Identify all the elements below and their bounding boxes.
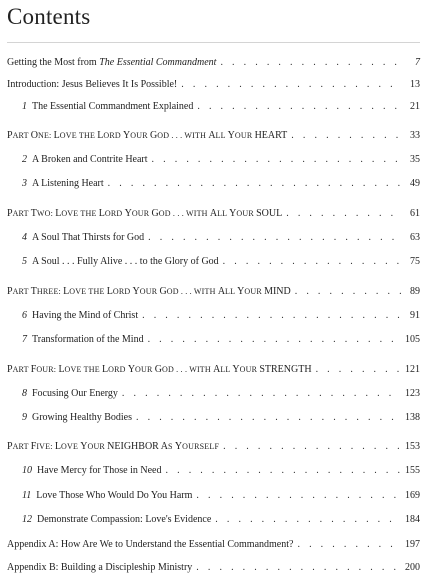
leader-dots <box>142 310 402 321</box>
toc-part-four[interactable] <box>7 364 420 380</box>
page-number: 89 <box>410 286 420 297</box>
chapter-number: 5 <box>22 256 27 267</box>
page-number: 123 <box>405 388 420 399</box>
page-number: 63 <box>410 232 420 243</box>
chapter-number: 6 <box>22 310 27 321</box>
entry-title: Demonstrate Compassion: Love's Evidence <box>37 514 212 525</box>
chapter-number: 4 <box>22 232 27 243</box>
leader-dots <box>122 388 401 399</box>
toc-entry-chapter-11[interactable] <box>22 490 420 506</box>
page-number: 121 <box>405 364 420 375</box>
leader-dots <box>152 154 402 165</box>
toc-entry-chapter-9[interactable] <box>22 412 420 428</box>
leader-dots <box>295 286 402 297</box>
page-number: 155 <box>405 465 420 476</box>
leader-dots <box>297 539 401 550</box>
page-number: 200 <box>405 562 420 573</box>
page-number: 33 <box>410 130 420 141</box>
chapter-number: 10 <box>22 465 32 476</box>
entry-title: Transformation of the Mind <box>32 334 144 345</box>
page-number: 21 <box>410 101 420 112</box>
page-number: 7 <box>415 57 420 68</box>
leader-dots <box>223 256 402 267</box>
page-number: 184 <box>405 514 420 525</box>
page-title: Contents <box>7 4 91 29</box>
leader-dots <box>197 101 402 112</box>
page-number: 169 <box>405 490 420 501</box>
toc-entry-appendix-a[interactable] <box>7 539 420 555</box>
page-number: 153 <box>405 441 420 452</box>
toc-entry-getting-the-most[interactable] <box>7 57 420 73</box>
page-number: 75 <box>410 256 420 267</box>
leader-dots <box>136 412 401 423</box>
entry-title: The Essential Commandment Explained <box>32 101 194 112</box>
chapter-number: 1 <box>22 101 27 112</box>
toc-entry-chapter-12[interactable] <box>22 514 420 530</box>
leader-dots <box>215 514 401 525</box>
toc-entry-chapter-4[interactable] <box>22 232 420 248</box>
leader-dots <box>108 178 402 189</box>
leader-dots <box>181 79 402 90</box>
entry-title: Appendix A: How Are We to Understand the Essential Commandment? <box>7 539 294 550</box>
toc-entry-chapter-10[interactable] <box>22 465 420 481</box>
leader-dots <box>196 490 401 501</box>
page-number: 35 <box>410 154 420 165</box>
chapter-number: 8 <box>22 388 27 399</box>
toc-entry-chapter-6[interactable] <box>22 310 420 326</box>
page-number: 49 <box>410 178 420 189</box>
chapter-number: 2 <box>22 154 27 165</box>
part-title: PART TWO: LOVE THE LORD YOUR GOD . . . WITH ALL YOUR SOUL <box>7 208 283 219</box>
entry-title: A Listening Heart <box>32 178 104 189</box>
toc-entry-chapter-8[interactable] <box>22 388 420 404</box>
toc-entry-introduction[interactable] <box>7 79 420 95</box>
toc-entry-chapter-5[interactable] <box>22 256 420 272</box>
chapter-number: 3 <box>22 178 27 189</box>
part-title: PART THREE: LOVE THE LORD YOUR GOD . . . WITH ALL YOUR MIND <box>7 286 291 297</box>
entry-title: Appendix B: Building a Discipleship Ministry <box>7 562 193 573</box>
chapter-number: 9 <box>22 412 27 423</box>
toc-entry-chapter-2[interactable] <box>22 154 420 170</box>
leader-dots <box>286 208 402 219</box>
leader-dots <box>148 232 402 243</box>
page-number: 13 <box>410 79 420 90</box>
entry-title: Have Mercy for Those in Need <box>37 465 162 476</box>
leader-dots <box>223 441 401 452</box>
page-number: 105 <box>405 334 420 345</box>
toc-part-two[interactable] <box>7 208 420 224</box>
leader-dots <box>220 57 402 68</box>
chapter-number: 11 <box>22 490 32 501</box>
toc-part-five[interactable] <box>7 441 420 457</box>
entry-title: Growing Healthy Bodies <box>32 412 132 423</box>
leader-dots <box>148 334 401 345</box>
leader-dots <box>316 364 401 375</box>
leader-dots <box>196 562 401 573</box>
toc-entry-appendix-b[interactable] <box>7 562 420 578</box>
entry-title: A Soul . . . Fully Alive . . . to the Glory of God <box>32 256 219 267</box>
toc-part-three[interactable] <box>7 286 420 302</box>
entry-title: Getting the Most from The Essential Commandment <box>7 57 217 68</box>
page-number: 197 <box>405 539 420 550</box>
toc-entry-chapter-3[interactable] <box>22 178 420 194</box>
entry-title: A Broken and Contrite Heart <box>32 154 148 165</box>
chapter-number: 7 <box>22 334 27 345</box>
toc-entry-chapter-1[interactable] <box>22 101 420 117</box>
leader-dots <box>166 465 402 476</box>
leader-dots <box>291 130 402 141</box>
entry-title: A Soul That Thirsts for God <box>32 232 145 243</box>
part-title: PART FIVE: LOVE YOUR NEIGHBOR AS YOURSELF <box>7 441 220 452</box>
part-title: PART FOUR: LOVE THE LORD YOUR GOD . . . WITH ALL YOUR STRENGTH <box>7 364 312 375</box>
page-number: 91 <box>410 310 420 321</box>
page-number: 61 <box>410 208 420 219</box>
toc-entry-chapter-7[interactable] <box>22 334 420 350</box>
part-title: PART ONE: LOVE THE LORD YOUR GOD . . . WITH ALL YOUR HEART <box>7 130 288 141</box>
toc-part-one[interactable] <box>7 130 420 146</box>
entry-title: Focusing Our Energy <box>32 388 118 399</box>
chapter-number: 12 <box>22 514 32 525</box>
entry-title: Introduction: Jesus Believes It Is Possible! <box>7 79 178 90</box>
page-number: 138 <box>405 412 420 423</box>
entry-title: Having the Mind of Christ <box>32 310 139 321</box>
title-divider <box>7 42 420 43</box>
entry-title: Love Those Who Would Do You Harm <box>36 490 193 501</box>
